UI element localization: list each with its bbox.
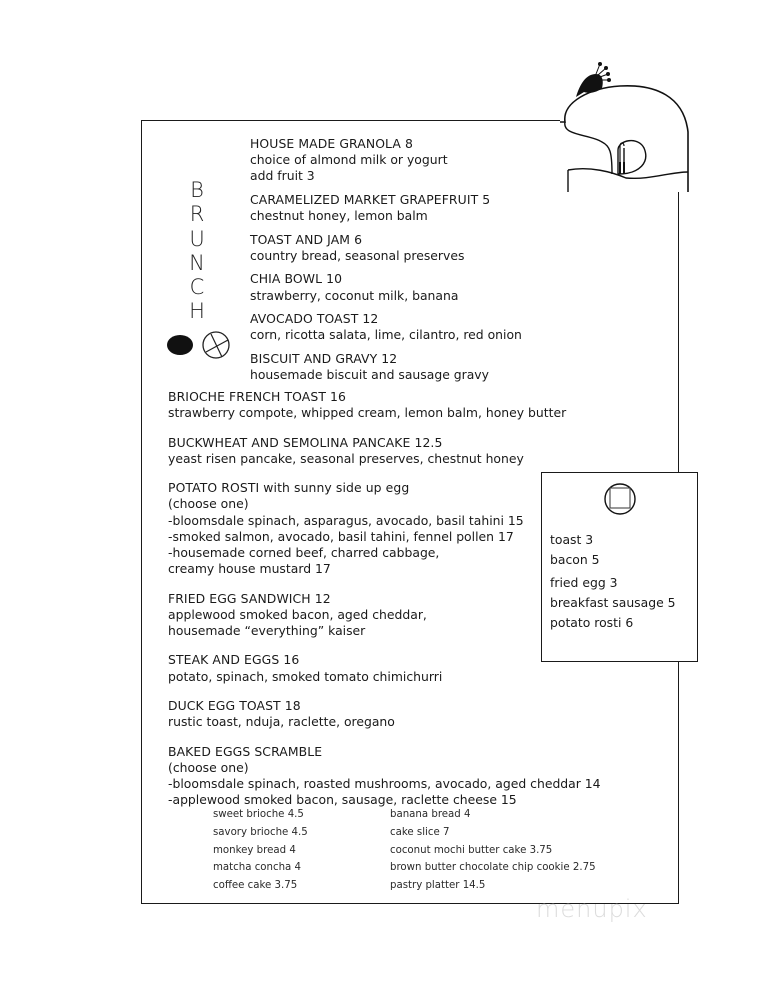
pastry-item: coffee cake 3.75 — [213, 880, 298, 892]
pastry-item: pastry platter 14.5 — [390, 880, 486, 892]
menu-item-biscuit-and-gravy: BISCUIT AND GRAVY 12 housemade biscuit and sausage gravy — [250, 350, 489, 382]
egg-icons — [166, 330, 236, 362]
pastry-item: brown butter chocolate chip cookie 2.75 — [390, 862, 596, 874]
side-item: potato rosti 6 — [550, 615, 634, 631]
menu-item-steak-and-eggs: STEAK AND EGGS 16 potato, spinach, smoked tomato chimichurri — [168, 652, 443, 684]
menu-item-brioche-french-toast: BRIOCHE FRENCH TOAST 16 strawberry compote, whipped cream, lemon balm, honey butter — [168, 389, 567, 421]
side-item: bacon 5 — [550, 552, 600, 568]
pastry-list-right — [390, 806, 596, 895]
menu-item-chia-bowl: CHIA BOWL 10 strawberry, coconut milk, banana — [250, 271, 459, 303]
pastry-item: cake slice 7 — [390, 826, 450, 838]
crossed-circle-icon — [203, 332, 229, 358]
side-item: breakfast sausage 5 — [550, 594, 676, 610]
sides-list — [550, 530, 676, 633]
menu-item-baked-eggs-scramble: BAKED EGGS SCRAMBLE (choose one) -bloomsdale spinach, roasted mushrooms, avocado, aged cheddar 14 -applewood smoked bacon, sausage, raclette cheese 15 — [168, 743, 601, 808]
menu-item-duck-egg-toast: DUCK EGG TOAST 18 rustic toast, nduja, raclette, oregano — [168, 697, 395, 730]
brunch-title: B R U N C H — [189, 178, 205, 324]
pastry-list-left — [213, 806, 308, 895]
menu-item-potato-rosti: POTATO ROSTI with sunny side up egg (choose one) -bloomsdale spinach, asparagus, avocado, basil tahini 15 -smoked salmon, avocado, basil tahini, fennel pollen 17 -housemade corned beef, charred cabbage, creamy house mustard 17 — [168, 480, 524, 577]
pastry-item: matcha concha 4 — [213, 862, 302, 874]
pastry-item: banana bread 4 — [390, 809, 471, 820]
side-item: fried egg 3 — [550, 574, 618, 590]
black-egg-icon — [167, 335, 193, 355]
menu-item-grapefruit: CARAMELIZED MARKET GRAPEFRUIT 5 chestnut honey, lemon balm — [250, 191, 491, 224]
menu-item-granola: HOUSE MADE GRANOLA 8 choice of almond milk or yogurt add fruit 3 — [250, 136, 448, 184]
peacock-fountain-icon — [560, 62, 700, 192]
menu-item-avocado-toast: AVOCADO TOAST 12 corn, ricotta salata, lime, cilantro, red onion — [250, 311, 522, 343]
pastry-item: sweet brioche 4.5 — [213, 809, 304, 820]
square-in-circle-icon — [603, 482, 637, 516]
menu-item-fried-egg-sandwich: FRIED EGG SANDWICH 12 applewood smoked bacon, aged cheddar, housemade “everything” kaiser — [168, 590, 427, 638]
watermark: menupix — [536, 895, 648, 923]
pastry-item: savory brioche 4.5 — [213, 826, 308, 838]
pastry-item: monkey bread 4 — [213, 844, 296, 856]
menu-item-toast-and-jam: TOAST AND JAM 6 country bread, seasonal preserves — [250, 231, 465, 263]
top-menu-list — [250, 136, 550, 390]
pastry-item: coconut mochi butter cake 3.75 — [390, 844, 553, 856]
menu-item-pancake: BUCKWHEAT AND SEMOLINA PANCAKE 12.5 yeast risen pancake, seasonal preserves, chestnut honey — [168, 434, 524, 466]
side-item: toast 3 — [550, 532, 594, 547]
